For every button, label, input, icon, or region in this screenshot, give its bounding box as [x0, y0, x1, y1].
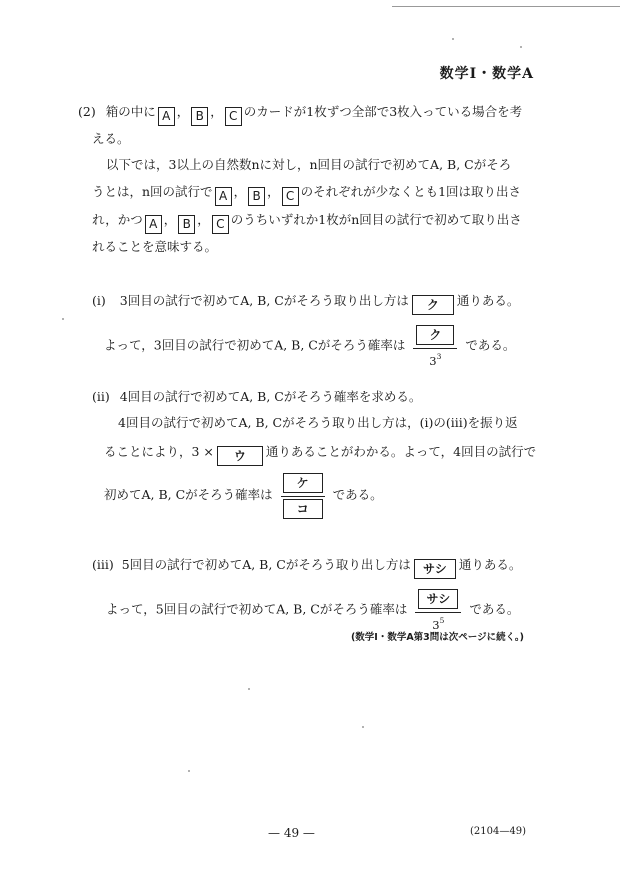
card-c: C [225, 107, 242, 126]
scan-speck [362, 726, 364, 728]
scan-speck [248, 688, 250, 690]
part-i-line-2: よって，3回目の試行で初めてA, B, Cがそろう確率は $\frac{\text{ク}}{3^3}$ である。 [104, 324, 515, 368]
definition-line-4: れることを意味する。 [92, 239, 218, 254]
probability-fraction-iii: $\frac{\text{サシ}}{3^5}$ [415, 588, 461, 632]
card-b: B [178, 215, 195, 234]
answer-box-sashi-numerator: サシ [418, 589, 458, 609]
part-ii-label: (ii) [92, 389, 110, 404]
part-iii-line-2: よって，5回目の試行で初めてA, B, Cがそろう確率は $\frac{\text{サシ}}{3^5}$ である。 [106, 588, 519, 632]
scan-speck [452, 38, 454, 40]
answer-box-u: ウ [217, 446, 263, 466]
problem-intro-line-1: (2) 箱の中に A ， B ， C のカードが1枚ずつ全部で3枚入っている場合を考 [78, 103, 522, 126]
card-a: A [215, 187, 232, 206]
definition-line-3: れ，かつ A ， B ， C のうちいずれか1枚がn回目の試行で初めて取り出さ [92, 211, 522, 234]
part-ii-line-4: 初めてA, B, Cがそろう確率は $\frac{\text{ケ}}{\text{コ}}$ である。 [104, 472, 383, 519]
answer-box-sashi: サシ [414, 559, 456, 579]
card-c: C [212, 215, 229, 234]
problem-intro-line-2: える。 [92, 131, 130, 146]
part-iii-line-1: (iii) 5回目の試行で初めてA, B, Cがそろう取り出し方は サシ 通りある。 [92, 556, 521, 579]
page-code: (2104—49) [470, 826, 526, 837]
answer-box-ku-numerator: ク [416, 325, 454, 345]
probability-fraction-i: $\frac{\text{ク}}{3^3}$ [413, 324, 457, 368]
part-ii-line-3: ることにより，3 × ウ 通りあることがわかる。よって，4回目の試行で [104, 443, 536, 466]
page-header: 数学Ⅰ・数学A [439, 66, 534, 82]
page-number: — 49 — [268, 826, 315, 840]
card-a: A [158, 107, 175, 126]
part-iii-label: (iii) [92, 557, 114, 572]
probability-fraction-ii [281, 472, 325, 519]
answer-box-ku: ク [412, 295, 454, 315]
scan-speck [520, 46, 522, 48]
card-b: B [248, 187, 265, 206]
part-ii-line-2: 4回目の試行で初めてA, B, Cがそろう取り出し方は，(i)の(iii)を振り返 [118, 415, 518, 430]
definition-line-1: 以下では，3以上の自然数nに対し，n回目の試行で初めてA, B, Cがそろ [106, 157, 512, 172]
part-i-label: (i) [92, 293, 106, 308]
card-a: A [145, 215, 162, 234]
part-i-line-1: (i) 3回目の試行で初めてA, B, Cがそろう取り出し方は ク 通りある。 [92, 292, 519, 315]
definition-line-2: うとは，n回の試行で A ， B ， C のそれぞれが少なくとも1回は取り出さ [92, 183, 521, 206]
continuation-note: (数学Ⅰ・数学A第3問は次ページに続く。) [350, 632, 524, 643]
problem-number: (2) [78, 104, 96, 119]
card-b: B [191, 107, 208, 126]
scan-speck [188, 770, 190, 772]
top-rule [392, 6, 620, 7]
card-c: C [282, 187, 299, 206]
scan-speck [62, 318, 64, 320]
answer-box-ko: コ [283, 499, 323, 519]
part-ii-line-1: (ii) 4回目の試行で初めてA, B, Cがそろう確率を求める。 [92, 389, 422, 404]
answer-box-ke: ケ [283, 473, 323, 493]
